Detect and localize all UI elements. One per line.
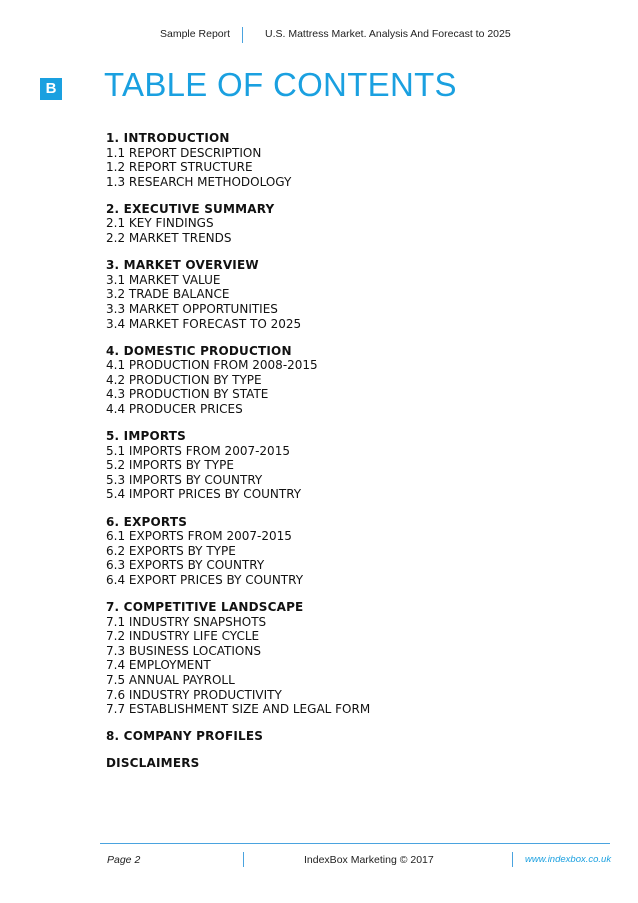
page-header bbox=[0, 28, 638, 46]
toc-section-title[interactable]: 6. EXPORTS bbox=[106, 514, 188, 529]
toc-item[interactable]: 3.2 TRADE BALANCE bbox=[106, 287, 230, 302]
footer-copyright: IndexBox Marketing © 2017 bbox=[304, 854, 434, 866]
toc-item[interactable]: 7.2 INDUSTRY LIFE CYCLE bbox=[106, 629, 260, 644]
toc-section-title[interactable]: 1. INTRODUCTION bbox=[106, 131, 230, 145]
toc-item[interactable]: 4.3 PRODUCTION BY STATE bbox=[106, 387, 269, 402]
toc-item[interactable]: 1.3 RESEARCH METHODOLOGY bbox=[106, 174, 292, 189]
indexbox-logo-icon: B bbox=[40, 78, 62, 100]
table-of-contents bbox=[106, 131, 586, 783]
toc-item[interactable]: 7.3 BUSINESS LOCATIONS bbox=[106, 643, 261, 658]
header-report-type: Sample Report bbox=[160, 28, 231, 40]
toc-item[interactable]: 5.1 IMPORTS FROM 2007-2015 bbox=[106, 443, 290, 458]
footer-divider bbox=[100, 843, 610, 844]
toc-section bbox=[106, 258, 586, 331]
toc-item[interactable]: 4.2 PRODUCTION BY TYPE bbox=[106, 372, 262, 387]
toc-item[interactable]: 7.1 INDUSTRY SNAPSHOTS bbox=[106, 614, 267, 629]
toc-section bbox=[106, 131, 586, 189]
toc-section-title[interactable]: 4. DOMESTIC PRODUCTION bbox=[106, 343, 292, 358]
toc-item[interactable]: 6.3 EXPORTS BY COUNTRY bbox=[106, 558, 265, 573]
toc-item[interactable]: 1.1 REPORT DESCRIPTION bbox=[106, 145, 262, 160]
toc-section bbox=[106, 429, 586, 502]
toc-item[interactable]: 3.3 MARKET OPPORTUNITIES bbox=[106, 301, 278, 316]
toc-section bbox=[106, 756, 586, 771]
toc-item[interactable]: 6.1 EXPORTS FROM 2007-2015 bbox=[106, 529, 292, 544]
toc-section bbox=[106, 344, 586, 417]
toc-section bbox=[106, 202, 586, 246]
toc-item[interactable]: 5.2 IMPORTS BY TYPE bbox=[106, 458, 234, 473]
toc-item[interactable]: 2.2 MARKET TRENDS bbox=[106, 231, 232, 246]
header-separator bbox=[242, 27, 243, 43]
footer-website-link[interactable]: www.indexbox.co.uk bbox=[525, 854, 612, 865]
toc-item[interactable]: 1.2 REPORT STRUCTURE bbox=[106, 160, 253, 175]
header-report-title: U.S. Mattress Market. Analysis And Forecast to 2025 bbox=[265, 28, 511, 40]
toc-item[interactable]: 5.4 IMPORT PRICES BY COUNTRY bbox=[106, 487, 302, 502]
toc-item[interactable]: 3.4 MARKET FORECAST TO 2025 bbox=[106, 316, 302, 331]
page-footer bbox=[0, 852, 638, 868]
toc-section-title[interactable]: 5. IMPORTS bbox=[106, 429, 187, 444]
toc-section bbox=[106, 600, 586, 717]
page-number: Page 2 bbox=[107, 854, 141, 866]
toc-section bbox=[106, 729, 586, 744]
toc-item[interactable]: 3.1 MARKET VALUE bbox=[106, 272, 221, 287]
toc-item[interactable]: 4.1 PRODUCTION FROM 2008-2015 bbox=[106, 358, 318, 373]
toc-section-title[interactable]: 8. COMPANY PROFILES bbox=[106, 729, 264, 744]
toc-section-title[interactable]: 2. EXECUTIVE SUMMARY bbox=[106, 201, 275, 216]
toc-item[interactable]: 6.2 EXPORTS BY TYPE bbox=[106, 543, 236, 558]
toc-item[interactable]: 7.7 ESTABLISHMENT SIZE AND LEGAL FORM bbox=[106, 702, 371, 717]
toc-item[interactable]: 4.4 PRODUCER PRICES bbox=[106, 402, 243, 416]
page-title: TABLE OF CONTENTS bbox=[104, 66, 457, 103]
toc-item[interactable]: 2.1 KEY FINDINGS bbox=[106, 216, 214, 231]
toc-section-title[interactable]: 7. COMPETITIVE LANDSCAPE bbox=[106, 600, 304, 615]
toc-item[interactable]: 7.6 INDUSTRY PRODUCTIVITY bbox=[106, 687, 282, 702]
footer-separator bbox=[243, 852, 244, 867]
footer-separator bbox=[512, 852, 513, 867]
toc-item[interactable]: 5.3 IMPORTS BY COUNTRY bbox=[106, 472, 263, 487]
toc-item[interactable]: 7.4 EMPLOYMENT bbox=[106, 658, 211, 673]
toc-section-title[interactable]: 3. MARKET OVERVIEW bbox=[106, 258, 259, 273]
toc-item[interactable]: 6.4 EXPORT PRICES BY COUNTRY bbox=[106, 572, 304, 587]
toc-section-title[interactable]: DISCLAIMERS bbox=[106, 756, 200, 771]
toc-item[interactable]: 7.5 ANNUAL PAYROLL bbox=[106, 673, 235, 687]
toc-section bbox=[106, 515, 586, 588]
